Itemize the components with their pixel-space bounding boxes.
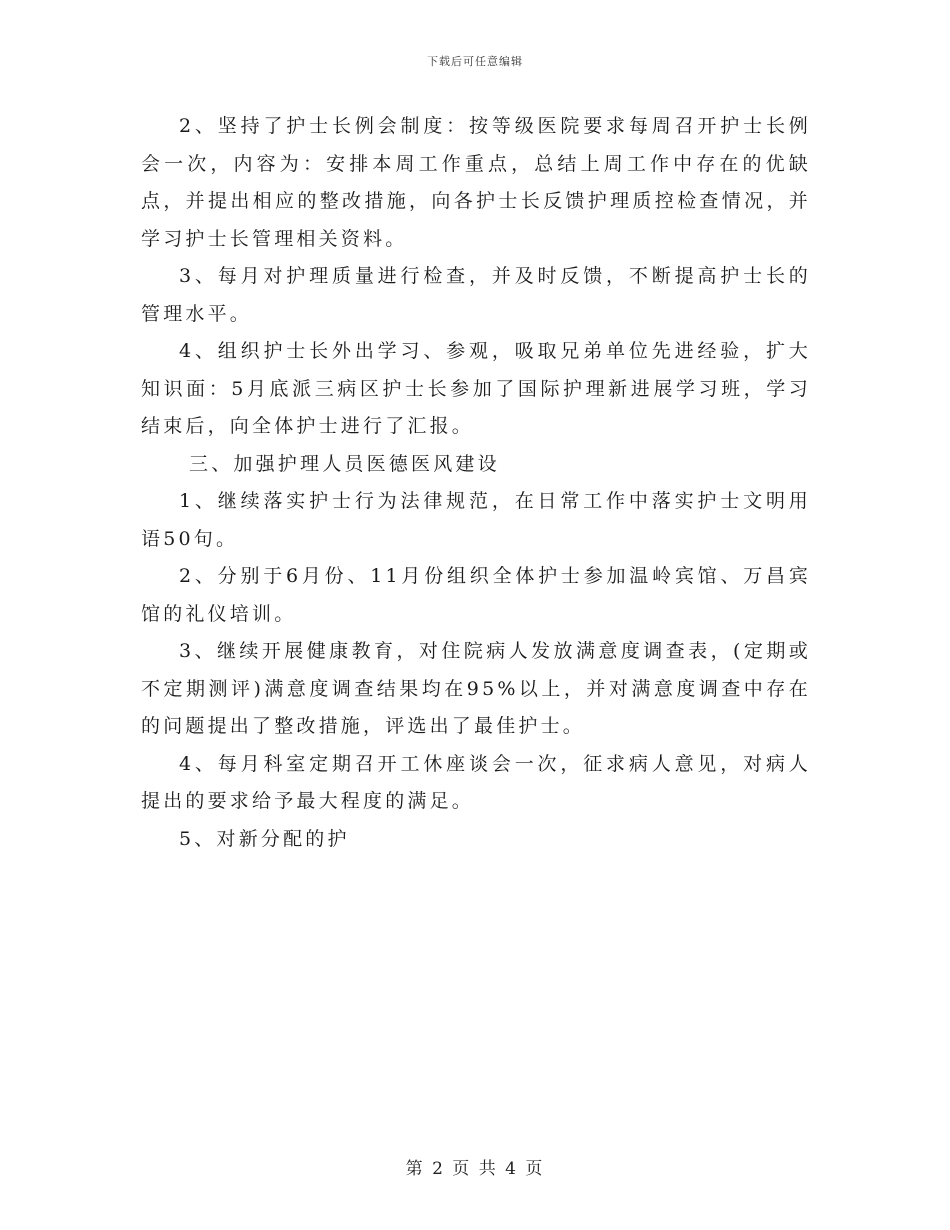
paragraph-item-s3-1: 1、继续落实护士行为法律规范，在日常工作中落实护士文明用语50句。 xyxy=(141,490,811,550)
section-heading: 三、加强护理人员医德医风建设 xyxy=(189,452,500,475)
paragraph-item-2: 2、坚持了护士长例会制度：按等级医院要求每周召开护士长例会一次，内容为：安排本周工作重点，总结上周工作中存在的优缺点，并提出相应的整改措施，向各护士长反馈护理质控检查情况，并学习护士长管理相关资料。 xyxy=(141,115,811,250)
page-header: 下载后可任意编辑 xyxy=(427,55,523,68)
paragraph-item-s3-5: 5、对新分配的护 xyxy=(179,827,350,850)
paragraph-item-3: 3、每月对护理质量进行检查，并及时反馈，不断提高护士长的管理水平。 xyxy=(141,265,811,325)
paragraph-item-4: 4、组织护士长外出学习、参观，吸取兄弟单位先进经验，扩大知识面：5月底派三病区护士长参加了国际护理新进展学习班，学习结束后，向全体护士进行了汇报。 xyxy=(141,340,811,437)
paragraph-item-s3-4: 4、每月科室定期召开工休座谈会一次，征求病人意见，对病人提出的要求给予最大程度的满足。 xyxy=(141,752,811,812)
page-number-footer: 第 2 页 共 4 页 xyxy=(405,1159,545,1179)
document-body xyxy=(141,108,811,858)
paragraph-item-s3-3: 3、继续开展健康教育，对住院病人发放满意度调查表，(定期或不定期测评)满意度调查结果均在95%以上，并对满意度调查中存在的问题提出了整改措施，评选出了最佳护士。 xyxy=(141,640,811,737)
paragraph-item-s3-2: 2、分别于6月份、11月份组织全体护士参加温岭宾馆、万昌宾馆的礼仪培训。 xyxy=(141,565,811,625)
